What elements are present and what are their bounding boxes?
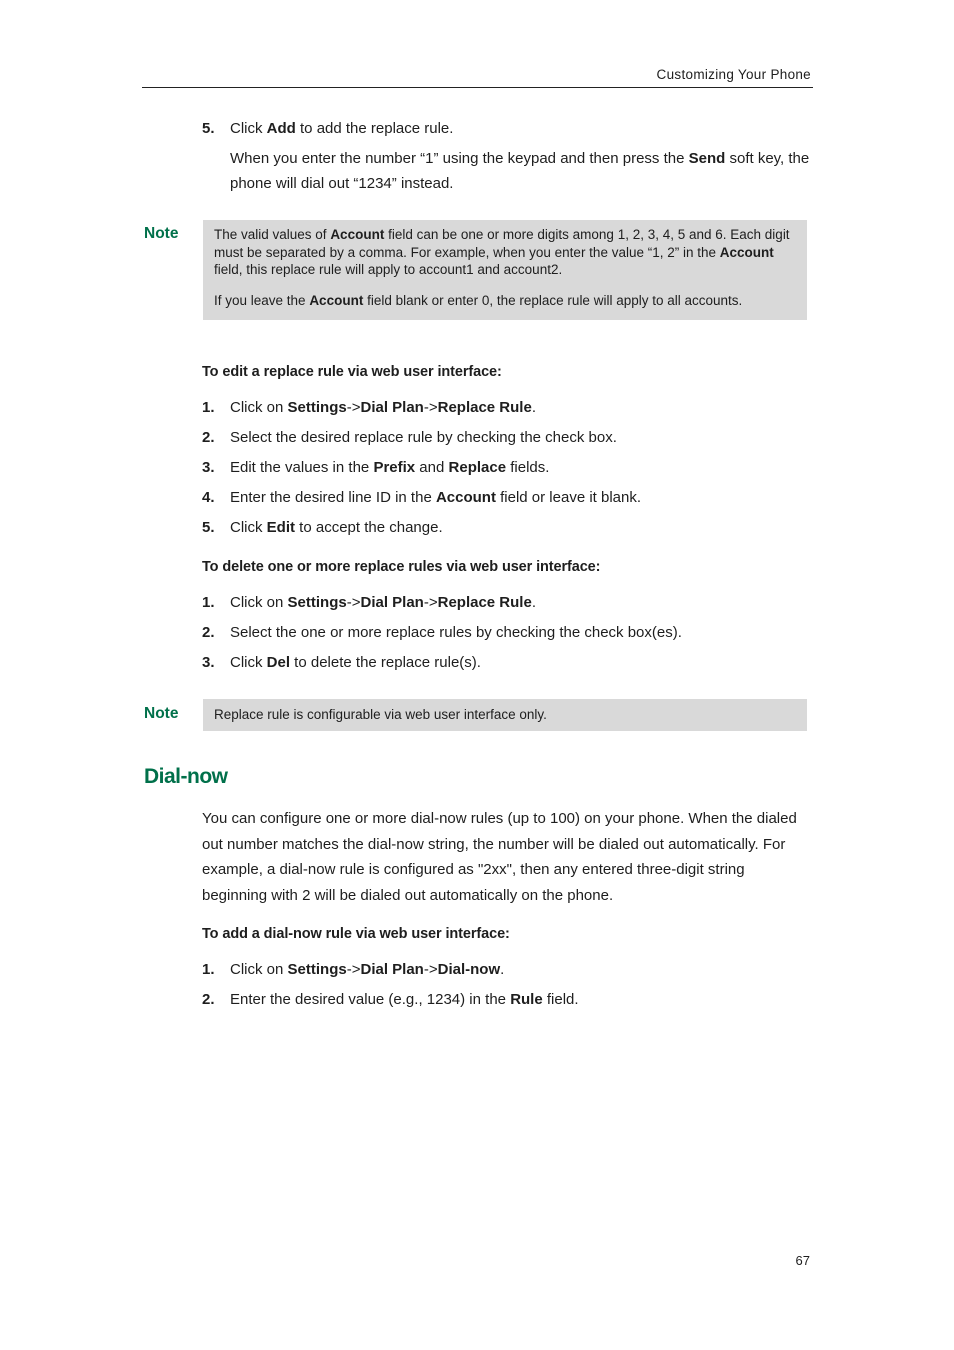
list-item <box>202 653 481 673</box>
path-separator: -> <box>423 594 438 611</box>
step-text: Edit the values in the <box>230 459 374 476</box>
header-divider <box>142 87 813 88</box>
edit-label: Edit <box>266 519 296 536</box>
step-text: Select the one or more replace rules by checking the check box(es). <box>230 624 682 641</box>
step-text: Click <box>230 120 267 137</box>
send-label: Send <box>688 150 726 167</box>
prefix-label: Prefix <box>373 459 416 476</box>
path-separator: -> <box>346 594 361 611</box>
list-item <box>202 623 682 643</box>
note-label: Note <box>144 705 179 722</box>
dial-plan-label: Dial Plan <box>360 961 424 978</box>
step-text: Click on <box>230 961 288 978</box>
add-label: Add <box>266 120 296 137</box>
list-item <box>202 593 536 613</box>
account-label: Account <box>719 244 774 260</box>
rule-label: Rule <box>510 991 543 1008</box>
step-number: 2. <box>202 429 215 446</box>
dial-now-label: Dial-now <box>437 961 501 978</box>
step-number: 1. <box>202 961 215 978</box>
step-text: and <box>415 459 449 476</box>
note-box-web-only <box>203 699 807 731</box>
account-label: Account <box>435 489 496 506</box>
page-number: 67 <box>795 1253 810 1268</box>
section-title-dial-now: Dial-now <box>144 765 228 788</box>
list-item <box>202 428 617 448</box>
note-text: field can be one or more digits among 1, 2, 3, 4, 5 and 6. Each digit must be separated by a comma. For example, when you enter the value “1, 2” in the <box>214 227 790 260</box>
step-text-end: to accept the change. <box>295 519 443 536</box>
step-text-end: . <box>531 594 536 611</box>
replace-rule-label: Replace Rule <box>437 399 532 416</box>
procedure-title: To delete one or more replace rules via web user interface: <box>202 559 601 575</box>
send-explanation <box>230 146 815 196</box>
step-text: Select the desired replace rule by checking the check box. <box>230 429 617 446</box>
replace-rule-label: Replace Rule <box>437 594 532 611</box>
path-separator: -> <box>346 961 361 978</box>
step-number: 3. <box>202 459 215 476</box>
list-item <box>202 398 536 418</box>
note-box-account <box>203 220 807 320</box>
note-paragraph <box>214 226 796 279</box>
step-text: Enter the desired value (e.g., 1234) in the <box>230 991 511 1008</box>
note-text: Replace rule is configurable via web user interface only. <box>214 707 547 722</box>
dial-plan-label: Dial Plan <box>360 594 424 611</box>
step-add-rule <box>202 119 453 139</box>
step-text-end: to delete the replace rule(s). <box>290 654 481 671</box>
path-separator: -> <box>423 399 438 416</box>
step-text: Click <box>230 654 267 671</box>
step-number: 1. <box>202 594 215 611</box>
dial-plan-label: Dial Plan <box>360 399 424 416</box>
note-text: field, this replace rule will apply to account1 and account2. <box>214 262 563 277</box>
step-text-end: field. <box>542 991 579 1008</box>
settings-label: Settings <box>287 961 347 978</box>
note-label: Note <box>144 225 179 242</box>
note-text: If you leave the <box>214 292 310 308</box>
path-separator: -> <box>423 961 438 978</box>
dial-now-description: You can configure one or more dial-now rules (up to 100) on your phone. When the dialed out number matches the dial-now string, the number will be dialed out automatically. For example, a dial-now rule is configured as "2xx", then any entered three-digit string beginning with 2 will be dialed out automatically on the phone. <box>202 810 797 904</box>
step-text-end: . <box>531 399 536 416</box>
step-number: 2. <box>202 624 215 641</box>
settings-label: Settings <box>287 594 347 611</box>
step-number: 3. <box>202 654 215 671</box>
step-number: 4. <box>202 489 215 506</box>
procedure-title: To edit a replace rule via web user interface: <box>202 364 502 380</box>
step-text-end: . <box>500 961 505 978</box>
step-number: 2. <box>202 991 215 1008</box>
list-item <box>202 518 443 538</box>
procedure-title: To add a dial-now rule via web user interface: <box>202 926 510 942</box>
note-text: The valid values of <box>214 227 331 242</box>
list-item <box>202 990 579 1010</box>
step-text-end: fields. <box>506 459 550 476</box>
explanation-text-end: soft key, the phone will dial out “1234” instead. <box>230 150 810 192</box>
explanation-text: When you enter the number “1” using the keypad and then press the <box>230 150 689 167</box>
step-text: Enter the desired line ID in the <box>230 489 436 506</box>
account-label: Account <box>330 227 385 242</box>
step-number: 5. <box>202 519 215 536</box>
step-number: 5. <box>202 120 215 137</box>
account-label: Account <box>309 292 364 308</box>
step-text: Click on <box>230 399 288 416</box>
note-paragraph <box>214 292 796 310</box>
list-item <box>202 458 549 478</box>
list-item <box>202 488 641 508</box>
step-text: Click on <box>230 594 288 611</box>
path-separator: -> <box>346 399 361 416</box>
list-item <box>202 960 504 980</box>
step-text: Click <box>230 519 267 536</box>
settings-label: Settings <box>287 399 347 416</box>
replace-label: Replace <box>448 459 507 476</box>
step-text-end: to add the replace rule. <box>295 120 454 137</box>
step-number: 1. <box>202 399 215 416</box>
step-text-end: field or leave it blank. <box>495 489 642 506</box>
note-text: field blank or enter 0, the replace rule will apply to all accounts. <box>363 292 743 308</box>
running-header: Customizing Your Phone <box>656 67 811 82</box>
del-label: Del <box>266 654 291 671</box>
